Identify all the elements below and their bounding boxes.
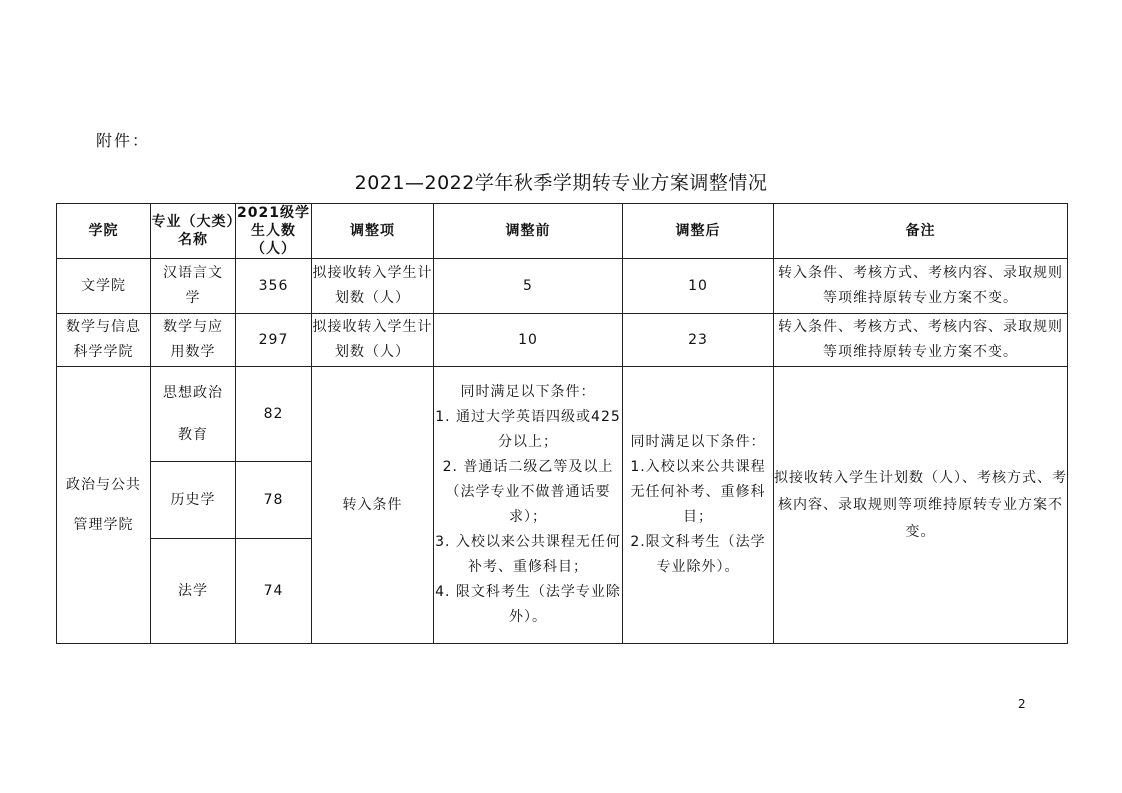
remarks-cell: 转入条件、考核方式、考核内容、录取规则等项维持原转专业方案不变。 (774, 314, 1068, 367)
major-cell: 数学与应用数学 (151, 314, 236, 367)
major-cell: 法学 (151, 539, 236, 644)
header-row (57, 204, 1068, 259)
students-cell: 82 (236, 367, 312, 462)
remarks-cell: 转入条件、考核方式、考核内容、录取规则等项维持原转专业方案不变。 (774, 259, 1068, 314)
major-cell: 历史学 (151, 462, 236, 539)
table-row (57, 314, 1068, 367)
before-cell: 同时满足以下条件： 1. 通过大学英语四级或425分以上； 2. 普通话二级乙等及以上（法学专业不做普通话要求）； 3. 入校以来公共课程无任何补考、重修科目； 4. 限文科考生（法学专业除外）。 (434, 367, 623, 644)
after-cell: 10 (623, 259, 774, 314)
adjustment-table (56, 203, 1068, 644)
document-title: 2021—2022学年秋季学期转专业方案调整情况 (354, 172, 768, 194)
college-cell: 政治与公共管理学院 (57, 367, 151, 644)
college-cell: 文学院 (57, 259, 151, 314)
header-after: 调整后 (623, 204, 774, 259)
major-cell: 汉语言文学 (151, 259, 236, 314)
page-number: 2 (1018, 697, 1026, 711)
header-college: 学院 (57, 204, 151, 259)
after-cell: 23 (623, 314, 774, 367)
before-cell: 5 (434, 259, 623, 314)
header-remarks: 备注 (774, 204, 1068, 259)
major-cell: 思想政治教育 (151, 367, 236, 462)
remarks-cell: 拟接收转入学生计划数（人）、考核方式、考核内容、录取规则等项维持原转专业方案不变。 (774, 367, 1068, 644)
students-cell: 356 (236, 259, 312, 314)
item-cell: 拟接收转入学生计划数（人） (312, 314, 434, 367)
item-cell: 转入条件 (312, 367, 434, 644)
students-cell: 297 (236, 314, 312, 367)
attachment-label: 附件： (96, 131, 151, 150)
table-row (57, 259, 1068, 314)
college-cell: 数学与信息科学学院 (57, 314, 151, 367)
table-row (57, 367, 1068, 462)
students-cell: 74 (236, 539, 312, 644)
students-cell: 78 (236, 462, 312, 539)
before-cell: 10 (434, 314, 623, 367)
after-cell: 同时满足以下条件： 1.入校以来公共课程无任何补考、重修科目； 2.限文科考生（法学专业除外）。 (623, 367, 774, 644)
header-item: 调整项 (312, 204, 434, 259)
item-cell: 拟接收转入学生计划数（人） (312, 259, 434, 314)
header-before: 调整前 (434, 204, 623, 259)
header-students: 2021级学生人数（人） (237, 205, 310, 257)
header-major: 专业（大类）名称 (151, 204, 236, 259)
